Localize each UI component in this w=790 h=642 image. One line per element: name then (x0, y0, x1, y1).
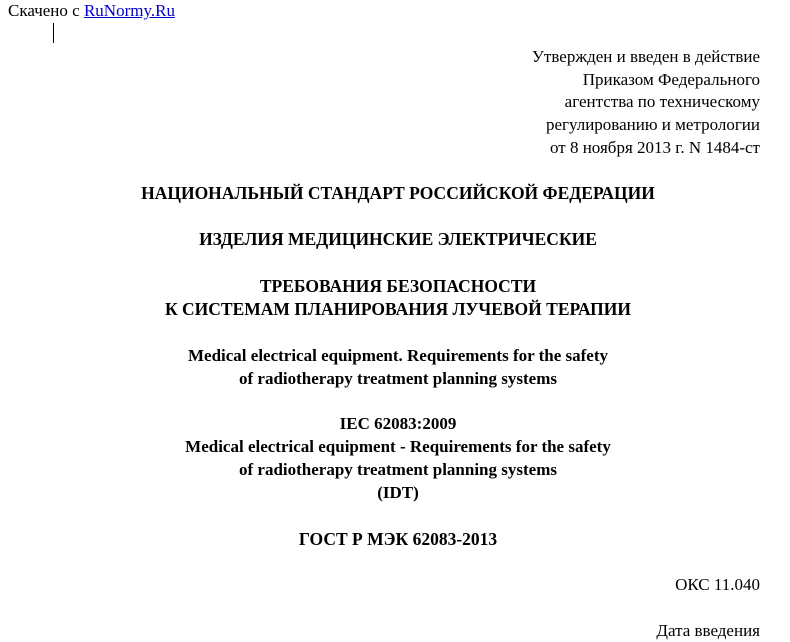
gost-heading (0, 528, 790, 551)
subject: ИЗДЕЛИЯ МЕДИЦИНСКИЕ ЭЛЕКТРИЧЕСКИЕ (199, 229, 597, 249)
standard-type: НАЦИОНАЛЬНЫЙ СТАНДАРТ РОССИЙСКОЙ ФЕДЕРАЦИИ (141, 183, 655, 203)
iec-block (0, 412, 790, 504)
iec-degree: (IDT) (377, 483, 419, 502)
oks-code: ОКС 11.040 (675, 575, 760, 594)
text-cursor (53, 23, 54, 43)
source-line (8, 1, 175, 21)
iec-title-line-2: of radiotherapy treatment planning systems (239, 460, 557, 479)
english-title (0, 344, 790, 390)
approval-line: Приказом Федерального (582, 69, 760, 89)
subject-heading (0, 228, 790, 251)
introduction-date-label: Дата введения (656, 621, 760, 640)
requirements-line-1: ТРЕБОВАНИЯ БЕЗОПАСНОСТИ (259, 276, 537, 296)
source-link[interactable]: RuNormy.Ru (83, 1, 175, 20)
approval-line: от 8 ноября 2013 г. N 1484-ст (550, 137, 760, 157)
gost-designation: ГОСТ Р МЭК 62083-2013 (298, 529, 498, 549)
requirements-heading (0, 275, 790, 320)
approval-line: Утвержден и введен в действие (531, 47, 760, 66)
english-title-line-2: of radiotherapy treatment planning systems (239, 369, 557, 388)
requirements-line-2: К СИСТЕМАМ ПЛАНИРОВАНИЯ ЛУЧЕВОЙ ТЕРАПИИ (164, 298, 631, 319)
english-title-line-1: Medical electrical equipment. Requirements for the safety (187, 346, 609, 365)
approval-block (532, 46, 760, 160)
approval-line: агентства по техническому (564, 92, 760, 112)
approval-line: регулированию и метрологии (545, 115, 760, 135)
iec-number: IEC 62083:2009 (339, 414, 457, 433)
source-prefix: Скачено с (8, 1, 84, 20)
standard-type-heading (0, 182, 790, 205)
iec-title-line-1: Medical electrical equipment - Requirements for the safety (185, 437, 611, 456)
